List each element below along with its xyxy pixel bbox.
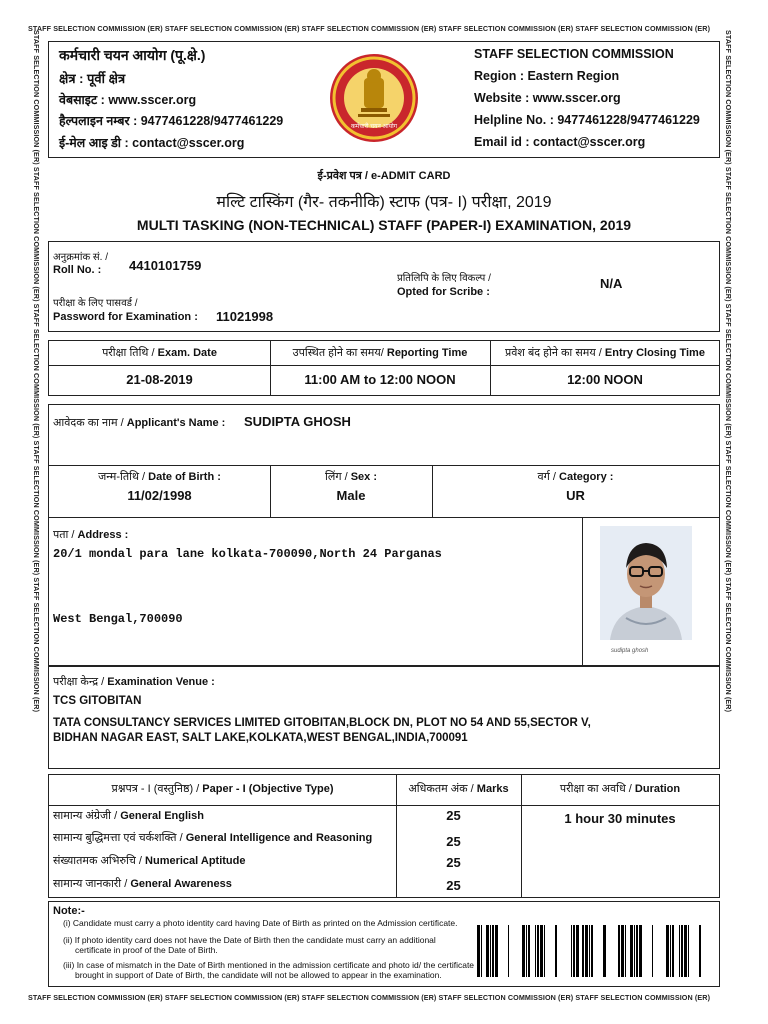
subject-marks: 25 [446, 878, 461, 893]
subject-name-english: Numerical Aptitude [145, 855, 246, 867]
paper-header-english: Paper - I (Objective Type) [202, 783, 334, 795]
venue-label-hindi: परीक्षा केन्द्र / [53, 676, 108, 688]
venue-box [48, 666, 720, 769]
note-item-1: (i) Candidate must carry a photo identity card having Date of Birth as printed on the Admission certificate. [63, 918, 458, 928]
subject-row [53, 808, 204, 823]
note-item-3-cont: brought in support of Date of Birth, the candidate will not be allowed to appear in the examination. [75, 970, 442, 980]
schedule-table [48, 340, 720, 396]
email-hindi [59, 134, 244, 151]
helpline-label-hindi: हैल्पलाइन नम्बर : [59, 114, 141, 128]
barcode-graphic [477, 925, 713, 977]
watermark-bottom: STAFF SELECTION COMMISSION (ER) STAFF SELECTION COMMISSION (ER) STAFF SELECTION COMMISSION (ER) STAFF SELECTION COMMISSION (ER) STAFF SELECTION COMMISSION (ER) [28, 993, 711, 1002]
category-value: UR [566, 488, 585, 503]
subject-name-hindi: संख्यातमक अभिरुचि / [53, 855, 146, 867]
scribe-value: N/A [600, 276, 623, 291]
applicant-box [48, 404, 720, 666]
org-name-english: STAFF SELECTION COMMISSION [474, 47, 674, 61]
dob-value: 11/02/1998 [127, 488, 192, 503]
email-english[interactable]: Email id : contact@sscer.org [474, 135, 646, 149]
website-label-hindi: वेबसाइट : [59, 93, 109, 107]
subject-marks: 25 [446, 808, 461, 823]
region-hindi: क्षेत्र : पूर्वी क्षेत्र [59, 71, 126, 86]
category-header-hindi: वर्ग / [537, 471, 560, 483]
region-english: Region : Eastern Region [474, 69, 620, 83]
entry-closing-header-hindi: प्रवेश बंद होने का समय / [505, 347, 605, 359]
barcode [477, 925, 713, 977]
subject-marks: 25 [446, 855, 461, 870]
duration-header-hindi: परीक्षा का अवधि / [559, 783, 635, 795]
subject-name-english: General Intelligence and Reasoning [185, 832, 373, 844]
website-link-hindi[interactable]: www.sscer.org [108, 93, 197, 107]
website-english[interactable]: Website : www.sscer.org [474, 91, 621, 105]
header-box [48, 41, 720, 158]
subject-row [53, 830, 372, 845]
dob-header-hindi: जन्म-तिथि / [98, 471, 149, 483]
watermark-right: STAFF SELECTION COMMISSION (ER) STAFF SELECTION COMMISSION (ER) STAFF SELECTION COMMISSION (ER) STAFF SELECTION COMMISSION (ER) STAFF SELECTION COMMISSION (ER) [724, 30, 733, 713]
reporting-time-value: 11:00 AM to 12:00 NOON [304, 372, 456, 387]
reporting-time-header [270, 345, 490, 360]
applicant-name: SUDIPTA GHOSH [244, 414, 351, 429]
admit-card-label-english: / e-ADMIT CARD [361, 170, 451, 182]
password-label-english: Password for Examination : [53, 311, 198, 323]
exam-date-header [49, 345, 270, 360]
subject-name-english: General English [120, 810, 204, 822]
email-label-hindi: ई-मेल आइ डी : [59, 136, 133, 150]
sex-value: Male [336, 488, 366, 503]
email-link-hindi[interactable]: contact@sscer.org [132, 136, 245, 150]
website-hindi [59, 91, 196, 108]
category-header [432, 469, 719, 484]
applicant-signature: sudipta ghosh [611, 648, 649, 654]
address-line-2: West Bengal,700090 [53, 612, 183, 626]
applicant-name-label-english: Applicant's Name : [126, 417, 226, 429]
notes-box [48, 901, 720, 987]
applicant-photo [600, 526, 692, 640]
sex-header-hindi: लिंग / [325, 471, 351, 483]
subject-row [53, 853, 245, 868]
emblem-caption: कर्मचारी चयन आयोग [350, 124, 398, 130]
duration-value: 1 hour 30 minutes [564, 811, 676, 826]
roll-label-hindi: अनुक्रमांक सं. / [53, 252, 108, 263]
watermark-top: STAFF SELECTION COMMISSION (ER) STAFF SELECTION COMMISSION (ER) STAFF SELECTION COMMISSION (ER) STAFF SELECTION COMMISSION (ER) STAFF SELECTION COMMISSION (ER) [28, 24, 711, 33]
duration-header-english: Duration [634, 783, 681, 795]
note-item-2-cont: certificate in proof of the Date of Birth. [75, 945, 218, 955]
admit-card-label [0, 168, 768, 183]
subject-row [53, 876, 232, 891]
subject-name-hindi: सामान्य जानकारी / [53, 878, 131, 890]
venue-label-english: Examination Venue : [107, 676, 215, 688]
sex-header-english: Sex : [350, 471, 377, 483]
applicant-name-label [53, 415, 225, 430]
scribe-label-english: Opted for Scribe : [397, 286, 490, 298]
ssc-emblem [328, 52, 420, 144]
roll-label-english: Roll No. : [53, 264, 102, 276]
helpline-english: Helpline No. : 9477461228/9477461229 [474, 113, 700, 127]
exam-title-english: MULTI TASKING (NON-TECHNICAL) STAFF (PAPER-I) EXAMINATION, 2019 [136, 217, 632, 233]
note-item-2: (ii) If photo identity card does not have the Date of Birth then the candidate must carry an additional [63, 935, 436, 945]
venue-address-line-1: TATA CONSULTANCY SERVICES LIMITED GITOBITAN,BLOCK DN, PLOT NO 54 AND 55,SECTOR V, [53, 717, 591, 729]
duration-header [521, 781, 719, 796]
password-label-hindi: परीक्षा के लिए पासवर्ड / [53, 298, 138, 309]
helpline-number-hindi: 9477461228/9477461229 [140, 114, 284, 128]
subject-name-english: General Awareness [130, 878, 232, 890]
venue-name: TCS GITOBITAN [53, 695, 142, 707]
marks-header-hindi: अधिकतम अंक / [408, 783, 477, 795]
subject-marks: 25 [446, 834, 461, 849]
watermark-left: STAFF SELECTION COMMISSION (ER) STAFF SELECTION COMMISSION (ER) STAFF SELECTION COMMISSION (ER) STAFF SELECTION COMMISSION (ER) STAFF SELECTION COMMISSION (ER) [32, 30, 41, 713]
marks-header-english: Marks [476, 783, 509, 795]
sex-header [270, 469, 432, 484]
notes-title: Note:- [53, 905, 85, 917]
address-label [53, 527, 128, 542]
reporting-time-header-hindi: उपस्थित होने का समय/ [292, 347, 387, 359]
dob-header-english: Date of Birth : [148, 471, 221, 483]
entry-closing-value: 12:00 NOON [567, 372, 643, 387]
scribe-label-hindi: प्रतिलिपि के लिए विकल्प / [397, 273, 491, 284]
exam-date-header-hindi: परीक्षा तिथि / [102, 347, 158, 359]
venue-address-line-2: BIDHAN NAGAR EAST, SALT LAKE,KOLKATA,WEST BENGAL,INDIA,700091 [53, 732, 468, 744]
org-name-hindi: कर्मचारी चयन आयोग (पू.क्षे.) [59, 47, 206, 63]
password-value: 11021998 [216, 309, 274, 324]
exam-date-header-english: Exam. Date [157, 347, 217, 359]
category-header-english: Category : [559, 471, 614, 483]
helpline-hindi [59, 112, 283, 129]
paper-header-hindi: प्रश्नपत्र - I (वस्तुनिष्ठ) / [111, 783, 203, 795]
paper-table [48, 774, 720, 898]
note-item-3: (iii) In case of mismatch in the Date of Birth mentioned in the admission certificate and photo id/ the certificate [63, 960, 475, 970]
paper-header [49, 781, 396, 796]
dob-header [49, 469, 270, 484]
address-label-english: Address : [77, 529, 129, 541]
exam-title-hindi: मल्टि टास्किंग (गैर- तकनीकि) स्टाफ (पत्र- I) परीक्षा, 2019 [216, 194, 552, 211]
address-label-hindi: पता / [53, 529, 78, 541]
roll-number: 4410101759 [129, 258, 202, 273]
exam-date-value: 21-08-2019 [126, 372, 193, 387]
address-line-1: 20/1 mondal para lane kolkata-700090,North 24 Parganas [53, 547, 442, 561]
subject-name-hindi: सामान्य अंग्रेजी / [53, 810, 121, 822]
admit-card-label-hindi: ई-प्रवेश पत्र [317, 170, 362, 182]
reporting-time-header-english: Reporting Time [386, 347, 468, 359]
entry-closing-header-english: Entry Closing Time [604, 347, 705, 359]
subject-name-hindi: सामान्य बुद्धिमत्ता एवं चर्कशक्ति / [53, 832, 186, 844]
applicant-name-label-hindi: आवेदक का नाम / [53, 417, 127, 429]
venue-label [53, 674, 215, 689]
entry-closing-header [490, 345, 720, 360]
roll-box [48, 241, 720, 332]
marks-header [396, 781, 521, 796]
